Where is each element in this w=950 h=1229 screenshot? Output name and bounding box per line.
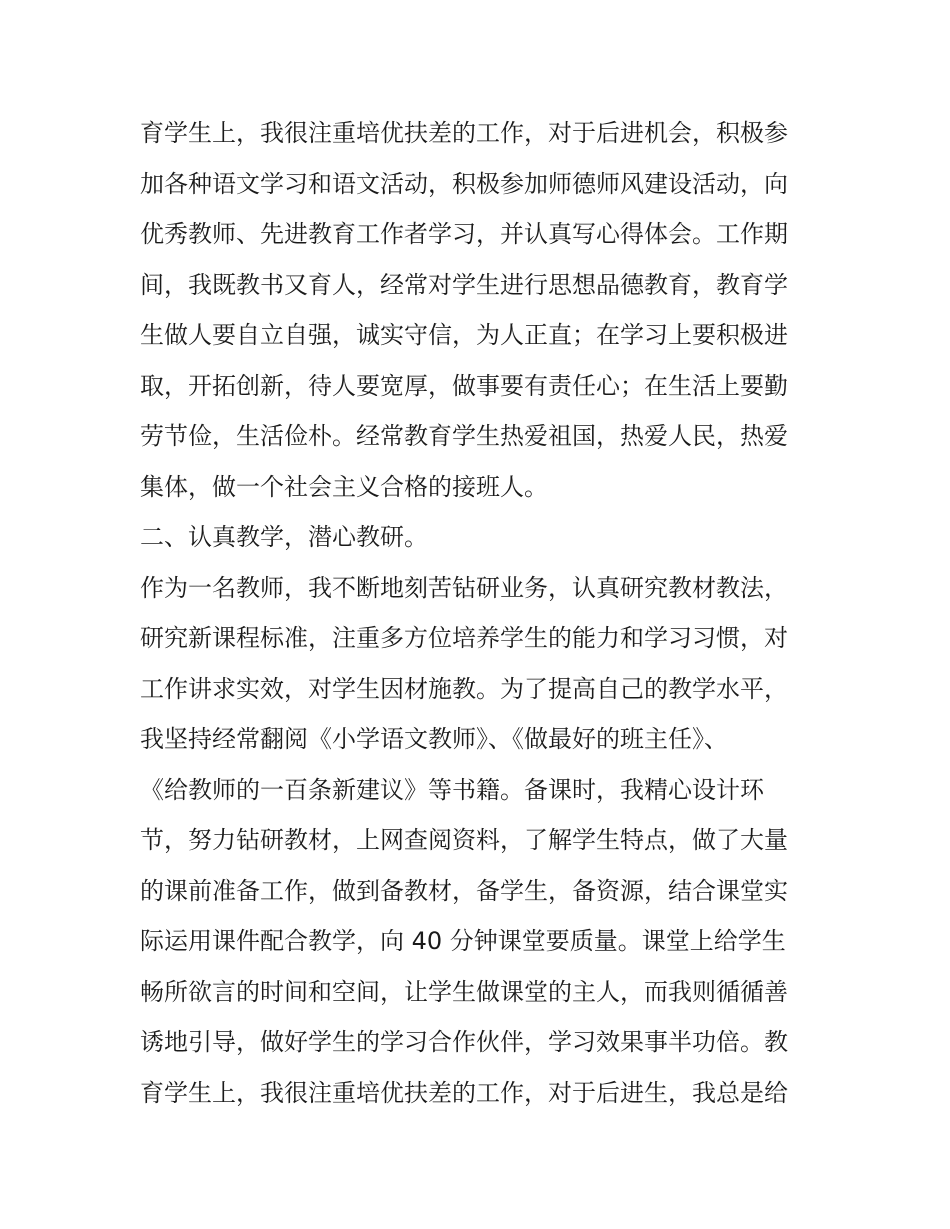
text-line: 诱地引导，做好学生的学习合作伙伴，学习效果事半功倍。教 <box>140 1028 788 1056</box>
text-line: 加各种语文学习和语文活动，积极参加师德师风建设活动，向 <box>140 169 788 198</box>
text-line: 畅所欲言的时间和空间，让学生做课堂的主人，而我则循循善 <box>140 977 788 1006</box>
text-line: 优秀教师、先进教育工作者学习，并认真写心得体会。工作期 <box>140 220 788 248</box>
text-line: 《给教师的一百条新建议》等书籍。备课时，我精心设计环 <box>140 775 764 804</box>
text-line: 作为一名教师，我不断地刻苦钻研业务，认真研究教材教法， <box>140 573 788 602</box>
text-line: 我坚持经常翻阅《小学语文教师》、《做最好的班主任》、 <box>140 725 728 753</box>
text-line: 的课前准备工作，做到备教材，备学生，备资源，结合课堂实 <box>140 876 788 905</box>
text-line: 际运用课件配合教学，向 40 分钟课堂要质量。课堂上给学生 <box>140 927 786 955</box>
section-heading: 二、认真教学，潜心教研。 <box>140 523 428 551</box>
text-line: 劳节俭，生活俭朴。经常教育学生热爱祖国，热爱人民，热爱 <box>140 422 788 450</box>
text-line: 生做人要自立自强，诚实守信，为人正直；在学习上要积极进 <box>140 321 788 349</box>
text-line: 节，努力钻研教材，上网查阅资料，了解学生特点，做了大量 <box>140 826 788 854</box>
text-line: 工作讲求实效，对学生因材施教。为了提高自己的教学水平， <box>140 674 788 703</box>
text-line: 研究新课程标准，注重多方位培养学生的能力和学习习惯，对 <box>140 624 788 652</box>
text-line: 取，开拓创新，待人要宽厚，做事要有责任心；在生活上要勤 <box>140 371 788 400</box>
document-body <box>140 108 820 1118</box>
text-line: 育学生上，我很注重培优扶差的工作，对于后进机会，积极参 <box>140 119 788 147</box>
text-line: 间，我既教书又育人，经常对学生进行思想品德教育，教育学 <box>140 270 788 299</box>
text-line: 育学生上，我很注重培优扶差的工作，对于后进生，我总是给 <box>140 1078 788 1107</box>
text-line: 集体，做一个社会主义合格的接班人。 <box>140 472 548 501</box>
